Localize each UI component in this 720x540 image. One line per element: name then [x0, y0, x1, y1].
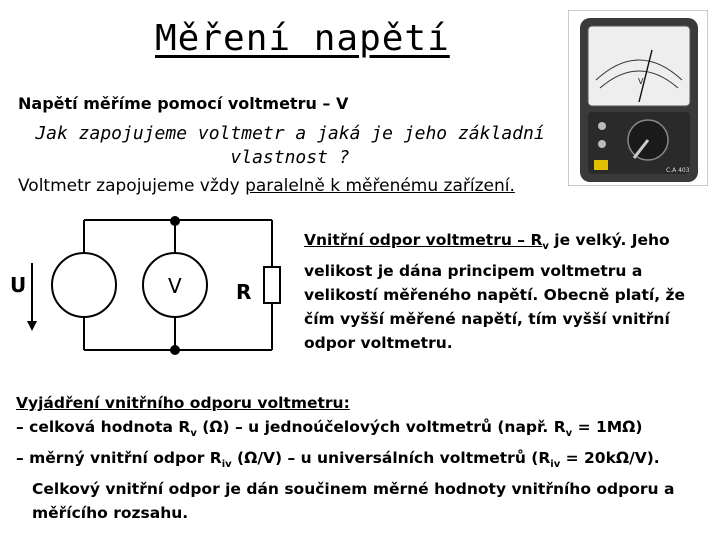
voltmeter-node-top [170, 216, 180, 226]
dial-label: V [638, 77, 644, 86]
connection-prefix: Voltmetr zapojujeme vždy [18, 176, 246, 196]
voltage-arrowhead [27, 321, 37, 331]
expression-item-total: – celková hodnota $R_v$ (Ω) – u jednoúčelových voltmetrů (např. $R_v = 1M\Omega$) [16, 418, 643, 440]
resistance-subscript: v [542, 241, 549, 253]
voltmeter-label: V [168, 274, 182, 298]
internal-resistance-text [304, 228, 702, 355]
page-title: Měření napětí [155, 18, 450, 59]
voltmeter-node-bottom [170, 345, 180, 355]
expression-heading: Vyjádření vnitřního odporu voltmetru: [16, 394, 350, 412]
expression-section [16, 391, 716, 525]
question-text: Jak zapojujeme voltmetr a jaká je jeho základní vlastnost ? [35, 123, 545, 168]
circuit-diagram [0, 215, 305, 370]
voltage-source-symbol [52, 253, 116, 317]
resistor-symbol [264, 267, 280, 303]
nameplate: C.A 403 [666, 167, 690, 174]
source-label: U [10, 273, 27, 297]
resistance-underlined: Vnitřní odpor voltmetru – R [304, 231, 543, 249]
connection-underlined: paralelně k měřenému zařízení. [245, 176, 515, 196]
expression-note: Celkový vnitřní odpor je dán součinem měrné hodnoty vnitřního odporu a měřícího rozsahu. [32, 480, 675, 523]
resistance-rest: je velký. Jeho velikost je dána principem voltmetru a velikostí měřeného napětí. Obecně platí, že čím vyšší měřené napětí, tím vyšší vnitřní odpor voltmetru. [304, 231, 686, 353]
expression-item-specific: – měrný vnitřní odpor $R_{iv}$ (Ω/V) – u universálních voltmetrů $(R_{iv} = 20k\Omega/V)$. [16, 449, 660, 471]
connection-text [18, 176, 515, 196]
multimeter-photo [568, 10, 708, 186]
resistor-label: R [236, 280, 252, 304]
intro-text: Napětí měříme pomocí voltmetru – V [18, 94, 349, 113]
